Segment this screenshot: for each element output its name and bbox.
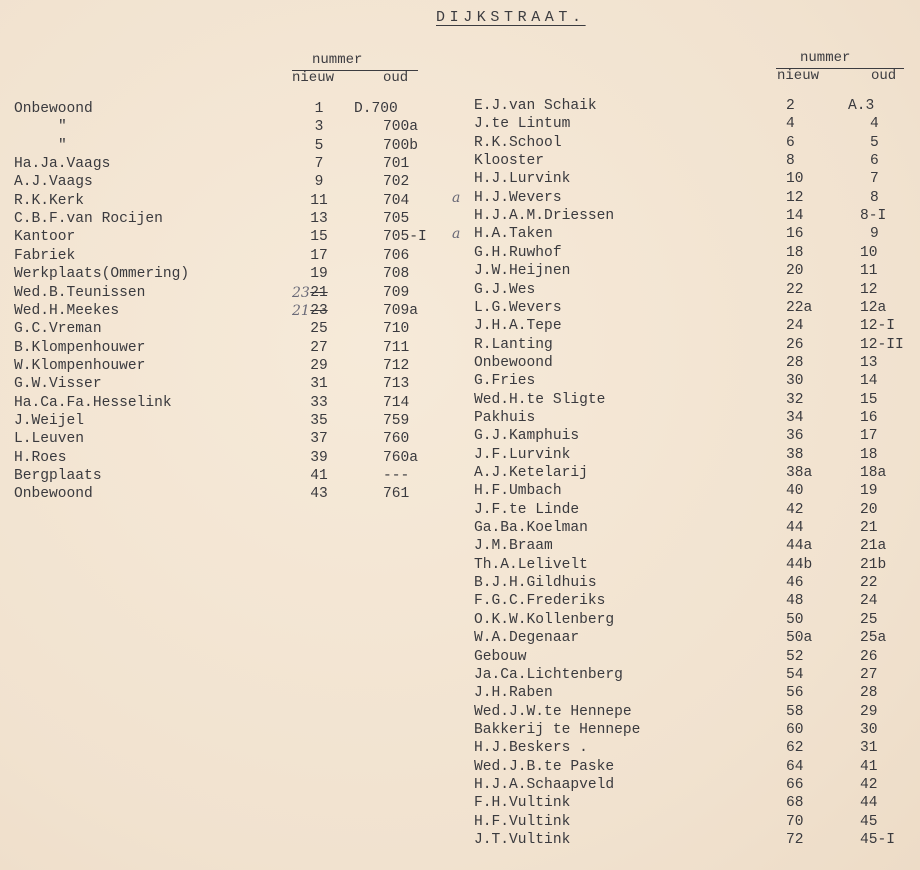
resident-name: Wed.H.te Sligte (474, 391, 606, 408)
resident-name: J.H.A.Tepe (474, 318, 562, 335)
new-number: 5 (314, 137, 324, 154)
resident-name: Werkplaats(Ommering) (14, 266, 190, 283)
old-number: 17 (860, 428, 878, 445)
resident-name: O.K.W.Kollenberg (474, 611, 615, 628)
old-number: 21 (860, 520, 878, 537)
resident-name: Wed.B.Teunissen (14, 284, 146, 301)
new-number: 64 (786, 758, 804, 775)
new-number: 54 (786, 666, 804, 683)
resident-name: Klooster (474, 153, 545, 170)
resident-name: J.Weijel (14, 412, 85, 429)
resident-name: Kantoor (14, 229, 76, 246)
table-row (474, 409, 914, 427)
old-number: 16 (860, 409, 878, 426)
table-row (474, 813, 914, 831)
new-number: 34 (786, 409, 804, 426)
resident-name: H.Roes (14, 449, 67, 466)
resident-name: G.J.Wes (474, 281, 536, 298)
new-number: 22 (786, 281, 804, 298)
table-row (474, 152, 914, 170)
new-number: 62 (786, 740, 804, 757)
table-row (14, 375, 454, 393)
table-row (14, 265, 454, 283)
new-number: 29 (310, 357, 328, 374)
table-row (14, 449, 454, 467)
resident-name: E.J.van Schaik (474, 98, 597, 114)
resident-name: R.Lanting (474, 336, 553, 353)
resident-name: G.C.Vreman (14, 321, 102, 338)
table-row (474, 703, 914, 721)
new-number: 72 (786, 832, 804, 848)
table-row (14, 247, 454, 265)
table-row (474, 501, 914, 519)
new-number: 23 (310, 302, 328, 319)
resident-name: Ga.Ba.Koelman (474, 520, 588, 537)
table-row (14, 118, 454, 136)
old-number: 41 (860, 758, 878, 775)
old-number: 24 (860, 593, 878, 610)
resident-name: Wed.J.W.te Hennepe (474, 703, 632, 720)
new-number: 1 (314, 101, 324, 117)
old-number: 704 (383, 192, 410, 209)
resident-name: Gebouw (474, 648, 527, 665)
old-number: 18 (860, 446, 878, 463)
resident-name: H.F.Vultink (474, 813, 571, 830)
resident-name: J.F.te Linde (474, 501, 580, 518)
old-number: 25a (860, 630, 887, 647)
resident-name: F.G.C.Frederiks (474, 593, 606, 610)
new-number: 25 (310, 321, 328, 338)
resident-name: Wed.J.B.te Paske (474, 758, 615, 775)
old-number: 30 (860, 721, 878, 738)
table-row (474, 464, 914, 482)
resident-name: J.H.Raben (474, 685, 553, 702)
new-number: 13 (310, 211, 328, 228)
resident-name: " (58, 137, 67, 154)
resident-name: R.K.Kerk (14, 192, 85, 209)
table-row (452, 189, 914, 207)
table-row (14, 320, 454, 338)
table-row (474, 391, 914, 409)
table-row (14, 137, 454, 155)
table-row (474, 446, 914, 464)
resident-name: C.B.F.van Rocijen (14, 211, 163, 228)
new-number: 16 (786, 226, 804, 243)
resident-name: W.A.Degenaar (474, 630, 580, 647)
old-number: 21a (860, 538, 887, 555)
new-number: 27 (310, 339, 328, 356)
resident-name: Fabriek (14, 247, 76, 264)
new-number: 3 (314, 119, 324, 136)
new-number: 12 (786, 189, 804, 206)
resident-name: G.J.Kamphuis (474, 428, 580, 445)
table-row (474, 739, 914, 757)
table-row (14, 485, 454, 503)
new-number: 33 (310, 394, 328, 411)
table-row (474, 97, 914, 115)
old-number: 709 (383, 284, 410, 301)
table-row (14, 173, 454, 191)
resident-name: B.J.H.Gildhuis (474, 575, 597, 592)
header-nummer: nummer (312, 52, 363, 68)
new-number: 40 (786, 483, 804, 500)
table-row (474, 207, 914, 225)
table-row (474, 372, 914, 390)
new-number: 20 (786, 263, 804, 280)
table-row (474, 629, 914, 647)
table-row (474, 519, 914, 537)
table-row (474, 758, 914, 776)
old-number: A.3 (848, 98, 875, 114)
table-row (14, 430, 454, 448)
resident-name: Ha.Ja.Vaags (14, 156, 111, 173)
resident-name: J.te Lintum (474, 116, 571, 133)
header-nieuw: nieuw (292, 70, 335, 86)
old-number: 10 (860, 244, 878, 261)
old-number: 21b (860, 556, 887, 573)
resident-name: H.F.Umbach (474, 483, 562, 500)
old-number: 7 (870, 171, 879, 188)
new-number: 50 (786, 611, 804, 628)
new-number: 48 (786, 593, 804, 610)
header-nummer: nummer (800, 50, 851, 66)
resident-name: G.W.Visser (14, 376, 102, 393)
old-number: 705 (383, 211, 410, 228)
old-number: 12 (860, 281, 878, 298)
resident-name: J.F.Lurvink (474, 446, 571, 463)
handwritten-correction: 23 (292, 284, 310, 301)
old-number: 45 (860, 813, 878, 830)
old-number: 12a (860, 299, 887, 316)
resident-name: Pakhuis (474, 409, 536, 426)
new-number: 56 (786, 685, 804, 702)
new-number: 38 (786, 446, 804, 463)
old-number: 6 (870, 153, 879, 170)
new-number: 36 (786, 428, 804, 445)
table-row (474, 281, 914, 299)
table-row (452, 225, 914, 243)
old-number: 8 (870, 189, 879, 206)
resident-name: Onbewoond (474, 354, 553, 371)
old-number: 44 (860, 795, 878, 812)
new-number: 58 (786, 703, 804, 720)
new-number: 4 (786, 116, 795, 133)
resident-name: Bergplaats (14, 468, 102, 484)
table-row (14, 467, 454, 485)
table-row (14, 412, 454, 430)
resident-name: A.J.Ketelarij (474, 465, 588, 481)
handwritten-correction: 21 (292, 302, 310, 319)
table-row (474, 354, 914, 372)
old-number: 705-I (383, 229, 427, 246)
resident-name: Onbewoond (14, 486, 93, 503)
table-row (14, 339, 454, 357)
new-number: 24 (786, 318, 804, 335)
table-row (474, 574, 914, 592)
new-number: 18 (786, 244, 804, 261)
new-number: 17 (310, 247, 328, 264)
resident-name: Ha.Ca.Fa.Hesselink (14, 394, 172, 411)
old-number: 45-I (860, 832, 896, 848)
resident-name: H.J.Wevers (474, 189, 562, 206)
old-number: 709a (383, 302, 419, 319)
old-number: 700b (383, 137, 419, 154)
old-number: 702 (383, 174, 410, 191)
header-nieuw: nieuw (777, 68, 820, 84)
resident-name: H.J.A.M.Driessen (474, 208, 615, 225)
table-row (474, 427, 914, 445)
new-number: 43 (310, 486, 328, 503)
header-oud: oud (871, 68, 897, 84)
new-number: 60 (786, 721, 804, 738)
new-number: 41 (310, 468, 328, 484)
new-number: 42 (786, 501, 804, 518)
resident-name: " (58, 119, 67, 136)
old-number: 26 (860, 648, 878, 665)
table-row (14, 210, 454, 228)
old-number: 760 (383, 431, 410, 448)
new-number: 2 (786, 98, 795, 114)
page-title: DIJKSTRAAT. (436, 9, 586, 26)
table-row (474, 776, 914, 794)
table-row (14, 302, 454, 320)
old-number: 710 (383, 321, 410, 338)
old-number: 28 (860, 685, 878, 702)
table-row (474, 648, 914, 666)
resident-name: J.T.Vultink (474, 832, 571, 848)
new-number: 35 (310, 412, 328, 429)
new-number: 21 (310, 284, 328, 301)
resident-name: Ja.Ca.Lichtenberg (474, 666, 623, 683)
new-number: 19 (310, 266, 328, 283)
resident-name: L.G.Wevers (474, 299, 562, 316)
old-number: 701 (383, 156, 410, 173)
resident-name: B.Klompenhouwer (14, 339, 146, 356)
table-row (14, 284, 454, 302)
old-number: 700a (383, 119, 419, 136)
old-number: 708 (383, 266, 410, 283)
resident-name: W.Klompenhouwer (14, 357, 146, 374)
resident-name: Wed.H.Meekes (14, 302, 120, 319)
old-number: 11 (860, 263, 878, 280)
old-number: 29 (860, 703, 878, 720)
old-number: 19 (860, 483, 878, 500)
old-number: 27 (860, 666, 878, 683)
resident-name: A.J.Vaags (14, 174, 93, 191)
new-number: 30 (786, 373, 804, 390)
table-row (474, 134, 914, 152)
table-row (474, 336, 914, 354)
table-row (474, 244, 914, 262)
old-number: 20 (860, 501, 878, 518)
table-row (474, 831, 914, 849)
old-number: 706 (383, 247, 410, 264)
old-number: 15 (860, 391, 878, 408)
header-oud: oud (383, 70, 409, 86)
old-number: 25 (860, 611, 878, 628)
old-number: 8-I (860, 208, 887, 225)
old-number: 5 (870, 134, 879, 151)
old-number: 31 (860, 740, 878, 757)
resident-name: F.H.Vultink (474, 795, 571, 812)
table-row (474, 537, 914, 555)
new-number: 32 (786, 391, 804, 408)
old-number: 12-I (860, 318, 896, 335)
old-number: 713 (383, 376, 410, 393)
resident-name: G.H.Ruwhof (474, 244, 562, 261)
table-row (14, 394, 454, 412)
old-number: 712 (383, 357, 410, 374)
new-number: 70 (786, 813, 804, 830)
new-number: 15 (310, 229, 328, 246)
new-number: 39 (310, 449, 328, 466)
new-number: 14 (786, 208, 804, 225)
old-number: 4 (870, 116, 879, 133)
handwritten-annotation: a (452, 189, 461, 206)
table-row (474, 262, 914, 280)
old-number: 761 (383, 486, 410, 503)
table-row (14, 192, 454, 210)
old-number: 12-II (860, 336, 904, 353)
table-row (474, 721, 914, 739)
new-number: 6 (786, 134, 795, 151)
old-number: 711 (383, 339, 410, 356)
old-number: 22 (860, 575, 878, 592)
table-row (474, 317, 914, 335)
resident-name: Bakkerij te Hennepe (474, 721, 641, 738)
old-number: 760a (383, 449, 419, 466)
resident-name: H.J.A.Schaapveld (474, 776, 615, 793)
table-row (474, 170, 914, 188)
new-number: 28 (786, 354, 804, 371)
table-row (474, 794, 914, 812)
old-number: 759 (383, 412, 410, 429)
resident-name: L.Leuven (14, 431, 85, 448)
new-number: 9 (314, 174, 324, 191)
resident-name: R.K.School (474, 134, 562, 151)
resident-name: H.A.Taken (474, 226, 553, 243)
table-row (474, 482, 914, 500)
old-number: --- (383, 468, 410, 484)
old-number: 18a (860, 465, 887, 481)
new-number: 7 (314, 156, 324, 173)
new-number: 8 (786, 153, 795, 170)
resident-name: H.J.Lurvink (474, 171, 571, 188)
resident-name: H.J.Beskers . (474, 740, 588, 757)
resident-name: Th.A.Lelivelt (474, 556, 588, 573)
resident-name: G.Fries (474, 373, 536, 390)
table-row (474, 684, 914, 702)
table-row (474, 556, 914, 574)
new-number: 10 (786, 171, 804, 188)
new-number: 31 (310, 376, 328, 393)
table-row (14, 100, 454, 118)
table-row (474, 299, 914, 317)
resident-name: J.M.Braam (474, 538, 553, 555)
old-number: 714 (383, 394, 410, 411)
table-row (14, 228, 454, 246)
old-number: 42 (860, 776, 878, 793)
new-number: 50a (786, 630, 813, 647)
new-number: 44b (786, 556, 813, 573)
new-number: 11 (310, 192, 328, 209)
new-number: 22a (786, 299, 813, 316)
old-number: D.700 (354, 101, 398, 117)
table-row (14, 357, 454, 375)
new-number: 46 (786, 575, 804, 592)
new-number: 37 (310, 431, 328, 448)
table-row (474, 666, 914, 684)
old-number: 14 (860, 373, 878, 390)
table-row (14, 155, 454, 173)
table-row (474, 592, 914, 610)
handwritten-annotation: a (452, 226, 461, 243)
new-number: 68 (786, 795, 804, 812)
old-number: 13 (860, 354, 878, 371)
table-row (474, 611, 914, 629)
old-number: 9 (870, 226, 879, 243)
resident-name: Onbewoond (14, 101, 93, 117)
new-number: 26 (786, 336, 804, 353)
new-number: 66 (786, 776, 804, 793)
new-number: 44 (786, 520, 804, 537)
new-number: 52 (786, 648, 804, 665)
table-row (474, 115, 914, 133)
new-number: 38a (786, 465, 813, 481)
resident-name: J.W.Heijnen (474, 263, 571, 280)
new-number: 44a (786, 538, 813, 555)
